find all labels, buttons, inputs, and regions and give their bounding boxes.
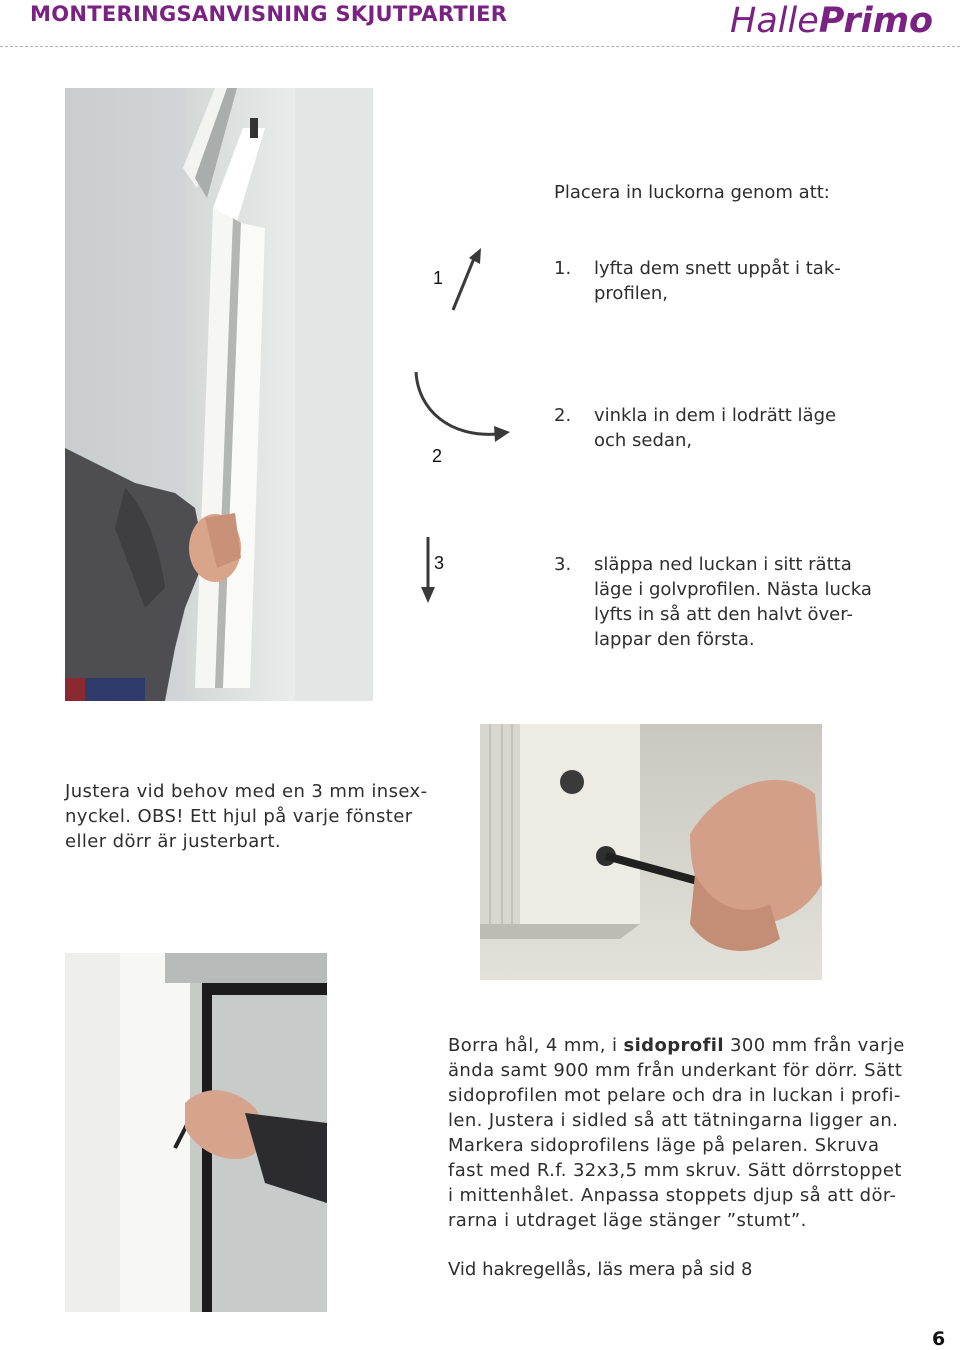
step-line: lappar den första. — [594, 629, 755, 650]
drill-line-part: Sätt — [864, 1060, 903, 1081]
photo-hex-key-adjustment — [480, 724, 822, 980]
header-divider — [0, 46, 960, 47]
photo-marking-profile — [65, 953, 327, 1312]
drill-line-part: Borra hål, 4 mm, i — [448, 1035, 624, 1056]
step-number: 3. — [554, 554, 572, 575]
drill-line: sidoprofilen mot pelare och dra in luckan i profi- — [448, 1085, 901, 1106]
logo-text-halle: Halle — [730, 1, 819, 41]
arrow-label-3: 3 — [434, 553, 445, 573]
drill-line — [448, 1058, 902, 1083]
arrow-label-1: 1 — [433, 268, 444, 288]
adjust-note-line: Justera vid behov med en 3 mm insex- — [65, 781, 428, 802]
drill-line-part: ända samt 900 mm från underkant för dörr. — [448, 1060, 859, 1081]
drill-line: len. Justera i sidled så att tätningarna ligger an. — [448, 1110, 899, 1131]
step-line: lyfts in så att den halvt över- — [594, 604, 853, 625]
photo-lifting-door — [65, 88, 373, 701]
hakregel-note: Vid hakregellås, läs mera på sid 8 — [448, 1259, 753, 1280]
drill-line: i mittenhålet. Anpassa stoppets djup så att dör- — [448, 1185, 897, 1206]
step-number: 2. — [554, 405, 572, 426]
step-line: vinkla in dem i lodrätt läge — [594, 405, 837, 426]
drill-line-part: 300 mm från varje — [723, 1035, 905, 1056]
page-number: 6 — [932, 1328, 946, 1350]
arrow-1-diagonal-up — [447, 246, 487, 316]
step-line: profilen, — [594, 283, 668, 304]
step-number: 1. — [554, 258, 572, 279]
drill-line: Markera sidoprofilens läge på pelaren. Skruva — [448, 1135, 880, 1156]
drill-line-bold: sidoprofil — [623, 1035, 724, 1056]
step-line: läge i golvprofilen. Nästa lucka — [594, 579, 872, 600]
adjust-note-line: eller dörr är justerbart. — [65, 831, 282, 852]
arrow-2-curved — [410, 370, 515, 445]
arrow-label-2: 2 — [432, 446, 443, 466]
step-line: lyfta dem snett uppåt i tak- — [594, 258, 841, 279]
halleprimo-logo — [730, 0, 935, 42]
drill-line: fast med R.f. 32x3,5 mm skruv. Sätt dörrstoppet — [448, 1160, 902, 1181]
adjust-note-line: nyckel. OBS! Ett hjul på varje fönster — [65, 806, 413, 827]
drill-line: rarna i utdraget läge stänger ”stumt”. — [448, 1210, 807, 1231]
document-title: MONTERINGSANVISNING SKJUTPARTIER — [30, 2, 508, 26]
step-line: släppa ned luckan i sitt rätta — [594, 554, 852, 575]
step-line: och sedan, — [594, 430, 693, 451]
drill-line — [448, 1033, 905, 1058]
logo-text-primo: Primo — [818, 1, 934, 41]
intro-text: Placera in luckorna genom att: — [554, 182, 830, 203]
